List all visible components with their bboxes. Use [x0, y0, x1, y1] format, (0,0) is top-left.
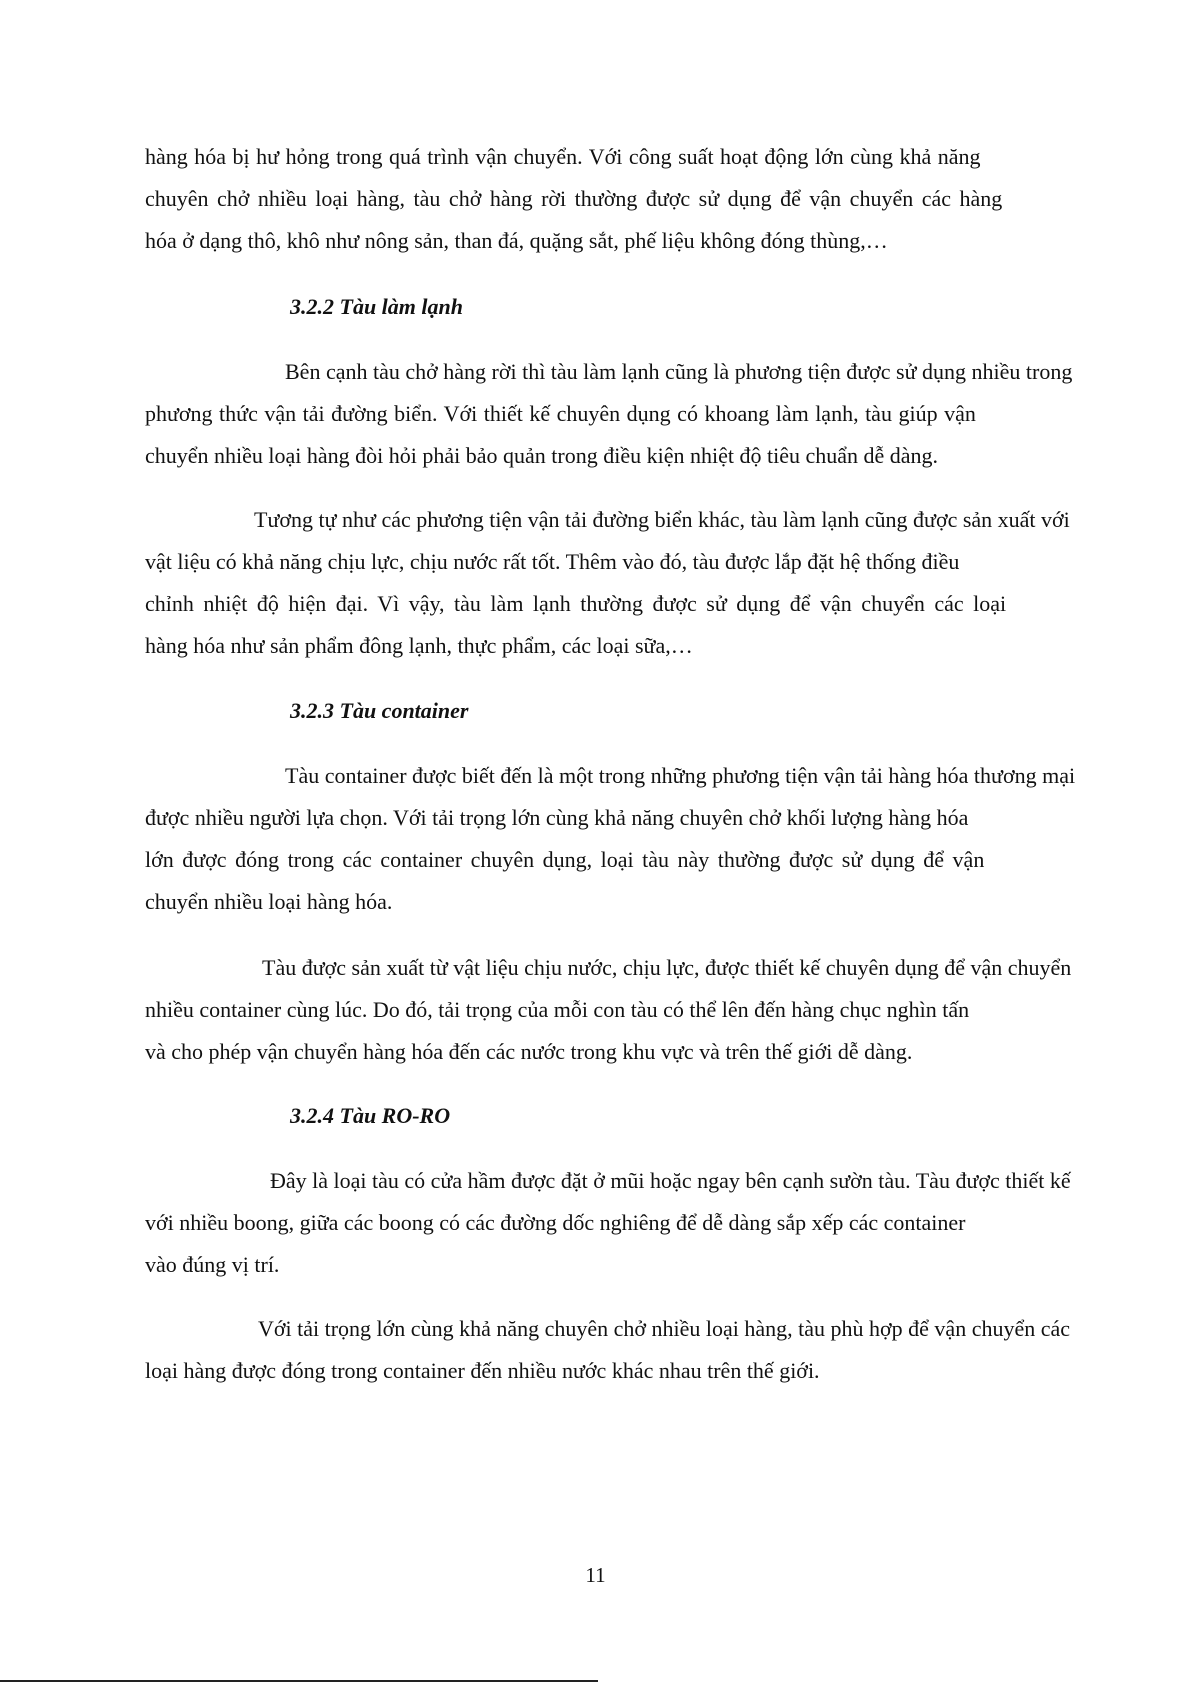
- intro-line-2: chuyên chở nhiều loại hàng, tàu chở hàng rời thường được sử dụng để vận chuyển các hàng: [145, 186, 1003, 211]
- footer-rule: [0, 1680, 598, 1682]
- s324-p1-line-1: Đây là loại tàu có cửa hầm được đặt ở mũi hoặc ngay bên cạnh sườn tàu. Tàu được thiết kế: [270, 1168, 1071, 1193]
- s322-p2-line-1: Tương tự như các phương tiện vận tải đường biển khác, tàu làm lạnh cũng được sản xuất với: [254, 507, 1070, 532]
- s322-p2-line-4: hàng hóa như sản phẩm đông lạnh, thực phẩm, các loại sữa,…: [145, 633, 693, 658]
- page-number: 11: [585, 1563, 606, 1587]
- intro-line-1: hàng hóa bị hư hỏng trong quá trình vận chuyển. Với công suất hoạt động lớn cùng khả năng: [145, 144, 981, 169]
- s322-p1-line-2: phương thức vận tải đường biển. Với thiết kế chuyên dụng có khoang làm lạnh, tàu giúp vận: [145, 401, 976, 426]
- s324-p1-line-2: với nhiều boong, giữa các boong có các đường dốc nghiêng để dễ dàng sắp xếp các container: [145, 1210, 966, 1235]
- s323-p1-line-1: Tàu container được biết đến là một trong những phương tiện vận tải hàng hóa thương mại: [285, 763, 1076, 788]
- section-heading-3-2-3: 3.2.3 Tàu container: [290, 698, 469, 723]
- s323-p2-line-1: Tàu được sản xuất từ vật liệu chịu nước, chịu lực, được thiết kế chuyên dụng để vận chuyển: [262, 955, 1072, 980]
- s323-p1-line-3: lớn được đóng trong các container chuyên dụng, loại tàu này thường được sử dụng để vận: [145, 847, 985, 872]
- s324-p2-line-2: loại hàng được đóng trong container đến nhiều nước khác nhau trên thế giới.: [145, 1358, 820, 1383]
- section-heading-3-2-4: 3.2.4 Tàu RO-RO: [290, 1103, 451, 1128]
- s322-p1-line-1: Bên cạnh tàu chở hàng rời thì tàu làm lạnh cũng là phương tiện được sử dụng nhiều trong: [285, 359, 1073, 384]
- s324-p1-line-3: vào đúng vị trí.: [145, 1252, 280, 1277]
- s324-p2-line-1: Với tải trọng lớn cùng khả năng chuyên chở nhiều loại hàng, tàu phù hợp để vận chuyển các: [258, 1316, 1071, 1341]
- section-heading-3-2-2: 3.2.2 Tàu làm lạnh: [290, 294, 463, 319]
- s323-p1-line-2: được nhiều người lựa chọn. Với tải trọng lớn cùng khả năng chuyên chở khối lượng hàng hóa: [145, 805, 969, 830]
- intro-line-3: hóa ở dạng thô, khô như nông sản, than đá, quặng sắt, phế liệu không đóng thùng,…: [145, 228, 888, 253]
- s323-p1-line-4: chuyển nhiều loại hàng hóa.: [145, 889, 393, 914]
- s323-p2-line-2: nhiều container cùng lúc. Do đó, tải trọng của mỗi con tàu có thể lên đến hàng chục nghìn tấn: [145, 997, 970, 1022]
- s322-p2-line-3: chỉnh nhiệt độ hiện đại. Vì vậy, tàu làm lạnh thường được sử dụng để vận chuyển các loại: [145, 591, 1007, 616]
- s323-p2-line-3: và cho phép vận chuyển hàng hóa đến các nước trong khu vực và trên thế giới dễ dàng.: [145, 1039, 913, 1064]
- s322-p1-line-3: chuyển nhiều loại hàng đòi hỏi phải bảo quản trong điều kiện nhiệt độ tiêu chuẩn dễ dàng.: [145, 443, 939, 468]
- s322-p2-line-2: vật liệu có khả năng chịu lực, chịu nước rất tốt. Thêm vào đó, tàu được lắp đặt hệ thống điều: [145, 549, 960, 574]
